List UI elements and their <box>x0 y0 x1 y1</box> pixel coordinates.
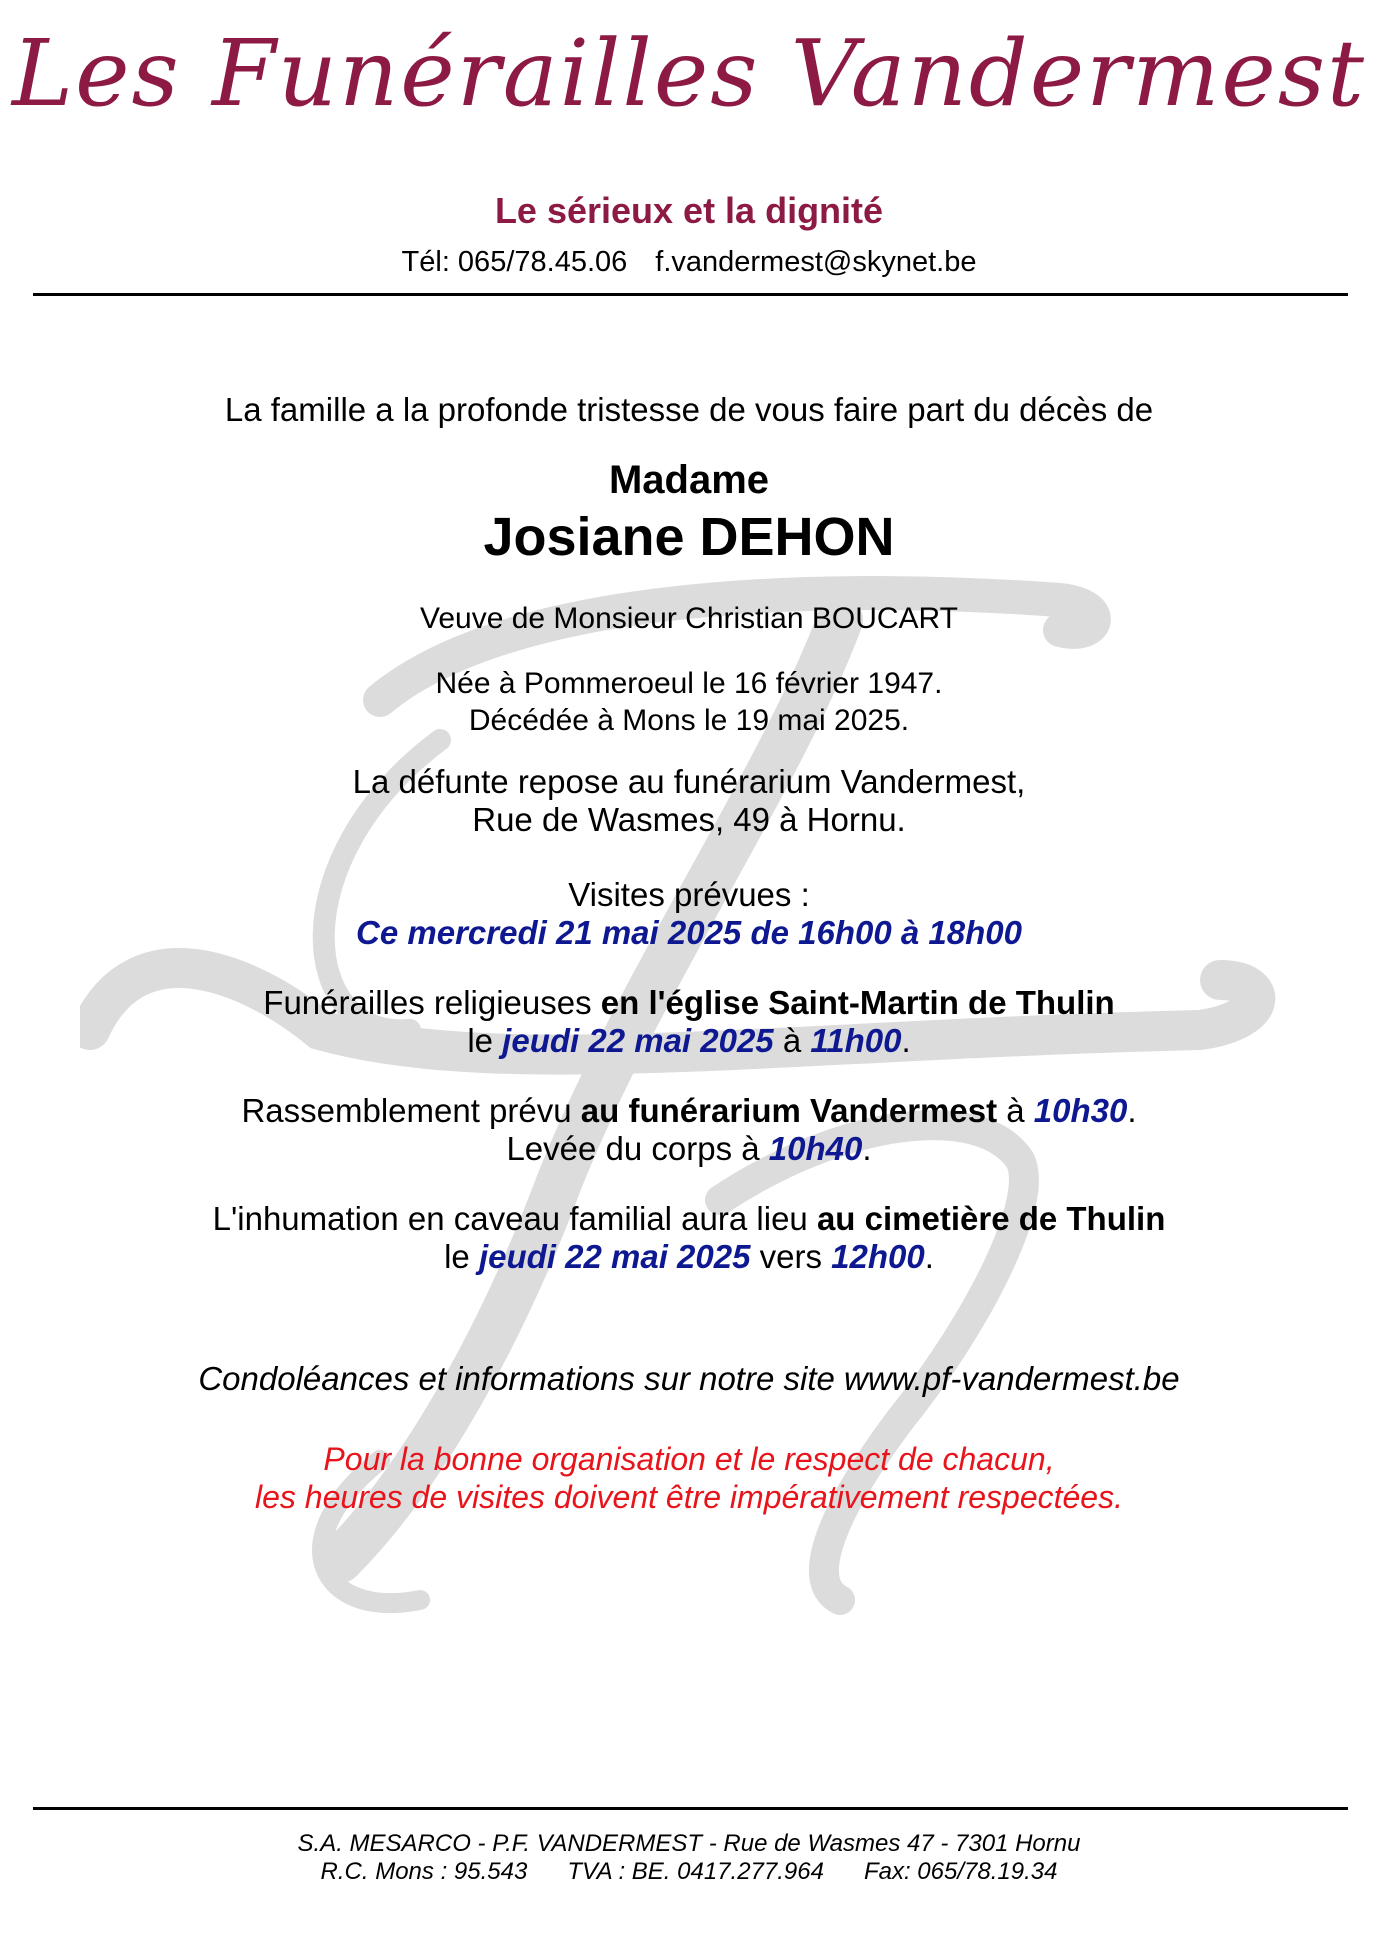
funeral-place: en l'église Saint-Martin de Thulin <box>600 984 1115 1021</box>
death-line: Décédée à Mons le 19 mai 2025. <box>468 704 910 737</box>
funeral-block <box>0 984 1378 1060</box>
footer-fax: Fax: 065/78.19.34 <box>863 1858 1058 1885</box>
funeral-time: 11h00 <box>810 1022 902 1059</box>
burial-time: 12h00 <box>831 1238 925 1275</box>
footer-rc: R.C. Mons : 95.543 <box>320 1858 528 1885</box>
warning-line2: les heures de visites doivent être impérativement respectées. <box>255 1479 1123 1515</box>
levee-end: . <box>862 1130 872 1167</box>
gathering-place: au funérarium Vandermest <box>580 1092 998 1129</box>
resting-place-block <box>0 763 1378 839</box>
burial-line1 <box>0 1200 1378 1238</box>
announcement-intro: La famille a la profonde tristesse de vous faire part du décès de <box>224 391 1154 428</box>
levee-prefix: Levée du corps à <box>506 1130 769 1167</box>
spouse-line: Veuve de Monsieur Christian BOUCART <box>419 602 958 635</box>
burial-end: . <box>924 1238 934 1275</box>
burial-block <box>0 1200 1378 1276</box>
company-logo-title: Les Funérailles Vandermest <box>11 20 1367 127</box>
condolences-line: Condoléances et informations sur notre site www.pf-vandermest.be <box>198 1360 1180 1397</box>
birth-line: Née à Pommeroeul le 16 février 1947. <box>435 667 943 700</box>
phone-number: Tél: 065/78.45.06 <box>401 246 628 278</box>
gathering-time: 10h30 <box>1033 1092 1128 1129</box>
footer-registration-line <box>0 1858 1378 1886</box>
funeral-le: le <box>467 1022 503 1059</box>
company-tagline: Le sérieux et la dignité <box>494 190 884 231</box>
burial-place: au cimetière de Thulin <box>816 1200 1166 1237</box>
deceased-title: Madame <box>608 458 770 502</box>
levee-time: 10h40 <box>768 1130 863 1167</box>
visits-schedule: Ce mercredi 21 mai 2025 de 16h00 à 18h00 <box>356 914 1022 951</box>
resting-place-line2: Rue de Wasmes, 49 à Hornu. <box>472 801 906 838</box>
gathering-block <box>0 1092 1378 1168</box>
levee-line <box>0 1130 1378 1168</box>
footer-tva: TVA : BE. 0417.277.964 <box>567 1858 824 1885</box>
deceased-name: Josiane DEHON <box>483 507 895 567</box>
visits-block <box>0 876 1378 952</box>
visiting-hours-warning <box>0 1440 1378 1516</box>
header-divider <box>33 293 1348 296</box>
company-contact <box>0 246 1378 279</box>
footer-company-line: S.A. MESARCO - P.F. VANDERMEST - Rue de Wasmes 47 - 7301 Hornu <box>297 1830 1081 1857</box>
gathering-end: . <box>1127 1092 1137 1129</box>
gathering-line <box>0 1092 1378 1130</box>
funeral-line2 <box>0 1022 1378 1060</box>
funeral-prefix: Funérailles religieuses <box>263 984 601 1021</box>
funeral-a: à <box>773 1022 811 1059</box>
company-footer <box>0 1830 1378 1886</box>
birth-death-block <box>0 665 1378 739</box>
footer-divider <box>33 1807 1348 1810</box>
gathering-a: à <box>997 1092 1034 1129</box>
burial-le: le <box>444 1238 479 1275</box>
burial-date: jeudi 22 mai 2025 <box>478 1238 751 1275</box>
warning-line1: Pour la bonne organisation et le respect de chacun, <box>323 1441 1055 1477</box>
gathering-prefix: Rassemblement prévu <box>241 1092 581 1129</box>
funeral-date: jeudi 22 mai 2025 <box>502 1022 774 1059</box>
burial-prefix: L'inhumation en caveau familial aura lieu <box>212 1200 817 1237</box>
burial-line2 <box>0 1238 1378 1276</box>
visits-label: Visites prévues : <box>568 876 810 913</box>
funeral-end: . <box>901 1022 911 1059</box>
burial-vers: vers <box>750 1238 832 1275</box>
resting-place-line1: La défunte repose au funérarium Vandermest, <box>352 763 1026 800</box>
funeral-line1 <box>0 984 1378 1022</box>
email-address[interactable]: f.vandermest@skynet.be <box>655 246 977 278</box>
